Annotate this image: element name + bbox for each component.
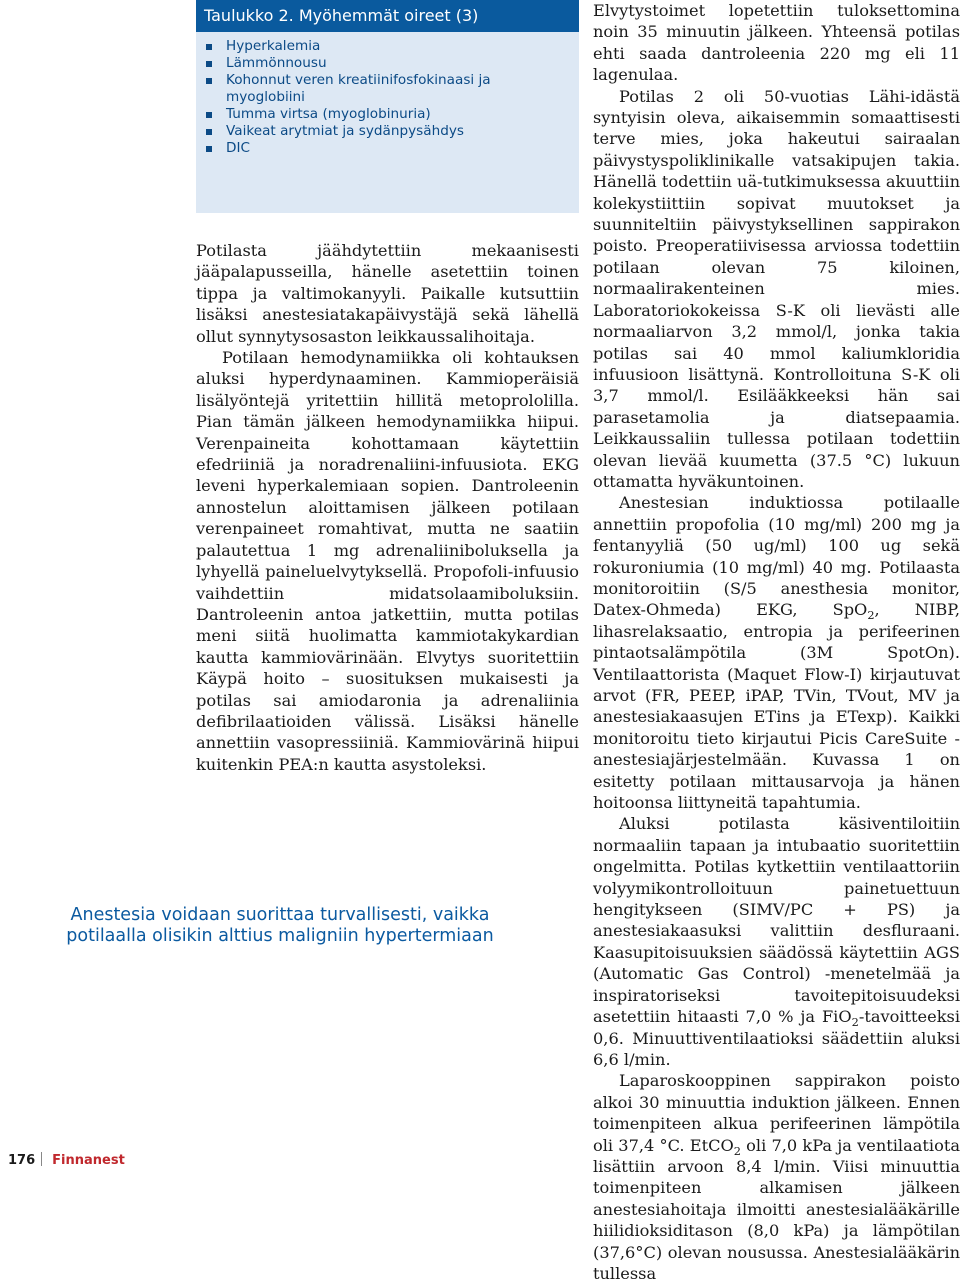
list-item: Kohonnut veren kreatiinifosfokinaasi ja myoglobiini xyxy=(226,72,571,106)
page-footer xyxy=(8,1152,125,1168)
list-item: Hyperkalemia xyxy=(226,38,571,55)
footer-divider xyxy=(41,1152,42,1166)
table-2-box xyxy=(196,0,579,213)
page-number: 176 xyxy=(8,1153,36,1168)
paragraph: Aluksi potilasta käsiventiloitiin normaaliin tapaan ja intubaatio suoritettiin ongelmitta. Potilas kytkettiin ventilaattoriin volyymikontrolloituun painetuettuun hengitykseen (SIMV/PC + PS) ja anestesiakaasuksi valittiin desfluraani. Kaasupitoisuuksien säädössä käytettiin AGS (Automatic Gas Control) -menetelmää ja inspiratoriseksi tavoitepitoisuudeksi asetettiin hitaasti 7,0 % ja FiO$_2$-tavoitteeksi 0,6. Minuuttiventilaatioksi säädettiin aluksi 6,6 l/min. xyxy=(593,814,960,1069)
list-item: Lämmönnousu xyxy=(226,55,571,72)
paragraph: Laparoskooppinen sappirakon poisto alkoi 30 minuuttia induktion jälkeen. Ennen toimenpiteen alkua perifeerinen lämpötila oli 37,4 °C. EtCO$_2$ oli 7,0 kPa ja ventilaatiota lisättiin arvoon 8,4 l/min. Viisi minuuttia toimenpiteen alkamisen jälkeen anestesiahoitaja ilmoitti anestesialääkärille hiilidioksiditason (8,0 kPa) ja lämpötilan (37,6°C) olevan nousussa. Anestesialääkärin tullessa xyxy=(593,1071,960,1283)
paragraph: Potilasta jäähdytettiin mekaanisesti jääpalapusseilla, hänelle asetettiin toinen tippa ja valtimokanyyli. Paikalle kutsuttiin lisäksi anestesiatakapäivystäjä sekä lähellä ollut synnytysosaston leikkaussalihoitaja. xyxy=(196,241,579,346)
paragraph: Potilaan hemodynamiikka oli kohtauksen aluksi hyperdynaaminen. Kammioperäisiä lisälyöntejä yritettiin hillitä metoprololilla. Pian tämän jälkeen hemodynamiikka hiipui. Verenpaineita kohottamaan käytettiin efedriiniä ja noradrenaliini-infuusiota. EKG leveni hyperkalemiaan sopien. Dantroleenin annostelun aloittamisen jälkeen potilaan verenpaineet romahtivat, mutta ne saatiin palautettua 1 mg adrenaliiniboluksella ja lyhyellä paineluelvytyksellä. Propofoli-infuusio vaihdettiin midatsolaamiboluksiin. Dantroleenin antoa jatkettiin, mutta potilas meni siitä huolimatta kammiotakykardian kautta kammiovärinään. Elvytys suoritettiin Käypä hoito – suosituksen mukaisesti ja potilas sai amiodaronia ja adrenaliinia defibrilaatioiden välissä. Lisäksi hänelle annettiin vasopressiiniä. Kammiovärinä hiipui kuitenkin PEA:n kautta asystoleksi. xyxy=(196,348,579,774)
left-column-text xyxy=(196,240,579,775)
list-item: Vaikeat arytmiat ja sydänpysähdys xyxy=(226,123,571,140)
table-title: Taulukko 2. Myöhemmät oireet (3) xyxy=(196,0,579,32)
journal-brand: Finnanest xyxy=(52,1153,125,1168)
paragraph: Elvytystoimet lopetettiin tuloksettomina noin 35 minuutin jälkeen. Yhteensä potilas ehti saada dantroleenia 220 mg eli 11 lagenulaa. xyxy=(593,1,960,85)
paragraph: Anestesian induktiossa potilaalle annettiin propofolia (10 mg/ml) 200 mg ja fentanyyliä (50 ug/ml) 100 ug sekä rokuroniumia (10 mg/ml) 40 mg. Potilaasta monitoroitiin (S/5 anesthesia monitor, Datex-Ohmeda) EKG, SpO$_2$, NIBP, lihasrelaksaatio, entropia ja perifeerinen pintaotsalämpötila (3M SpotOn). Ventilaattorista (Maquet Flow-I) kirjautuvat arvot (FR, PEEP, iPAP, TVin, TVout, MV ja anestesiakaasujen ETins ja ETexp). Kaikki monitoroitu tieto kirjautui Picis CareSuite -anestesiajärjestelmään. Kuvassa 1 on esitetty potilaan mittausarvoja ja hänen hoitoonsa liittyneitä tapahtumia. xyxy=(593,493,960,813)
right-column-text xyxy=(593,0,960,1284)
paragraph: Potilas 2 oli 50-vuotias Lähi-idästä syntyisin oleva, aikaisemmin somaattisesti terve mies, joka hakeutui sairaalan päivystyspoliklinikalle vatsakipujen takia. Hänellä todettiin uä-tutkimuksessa akuuttiin kolekystiittiin sopivat muutokset ja suunniteltiin päivystyksellinen sappirakon poisto. Preoperatiivisessa arviossa todettiin potilaan olevan 75 kiloinen, normaalirakenteinen mies. Laboratoriokokeissa S-K oli lievästi alle normaaliarvon 3,2 mmol/l, jonka takia potilas sai 40 mmol kaliumkloridia infuusioon lisättynä. Kontrolloituna S-K oli 3,7 mmol/l. Esilääkkeeksi hän sai parasetamolia ja diatsepaamia. Leikkaussaliin tullessa potilaan todettiin olevan lievää kuumetta (37.5 °C) lukuun ottamatta hyväkuntoinen. xyxy=(593,86,960,491)
list-item: DIC xyxy=(226,140,571,157)
table-symptom-list xyxy=(196,38,579,157)
pull-quote: Anestesia voidaan suorittaa turvallisesti, vaikka potilaalla olisikin alttius maligniin hypertermiaan xyxy=(66,905,494,946)
list-item: Tumma virtsa (myoglobinuria) xyxy=(226,106,571,123)
